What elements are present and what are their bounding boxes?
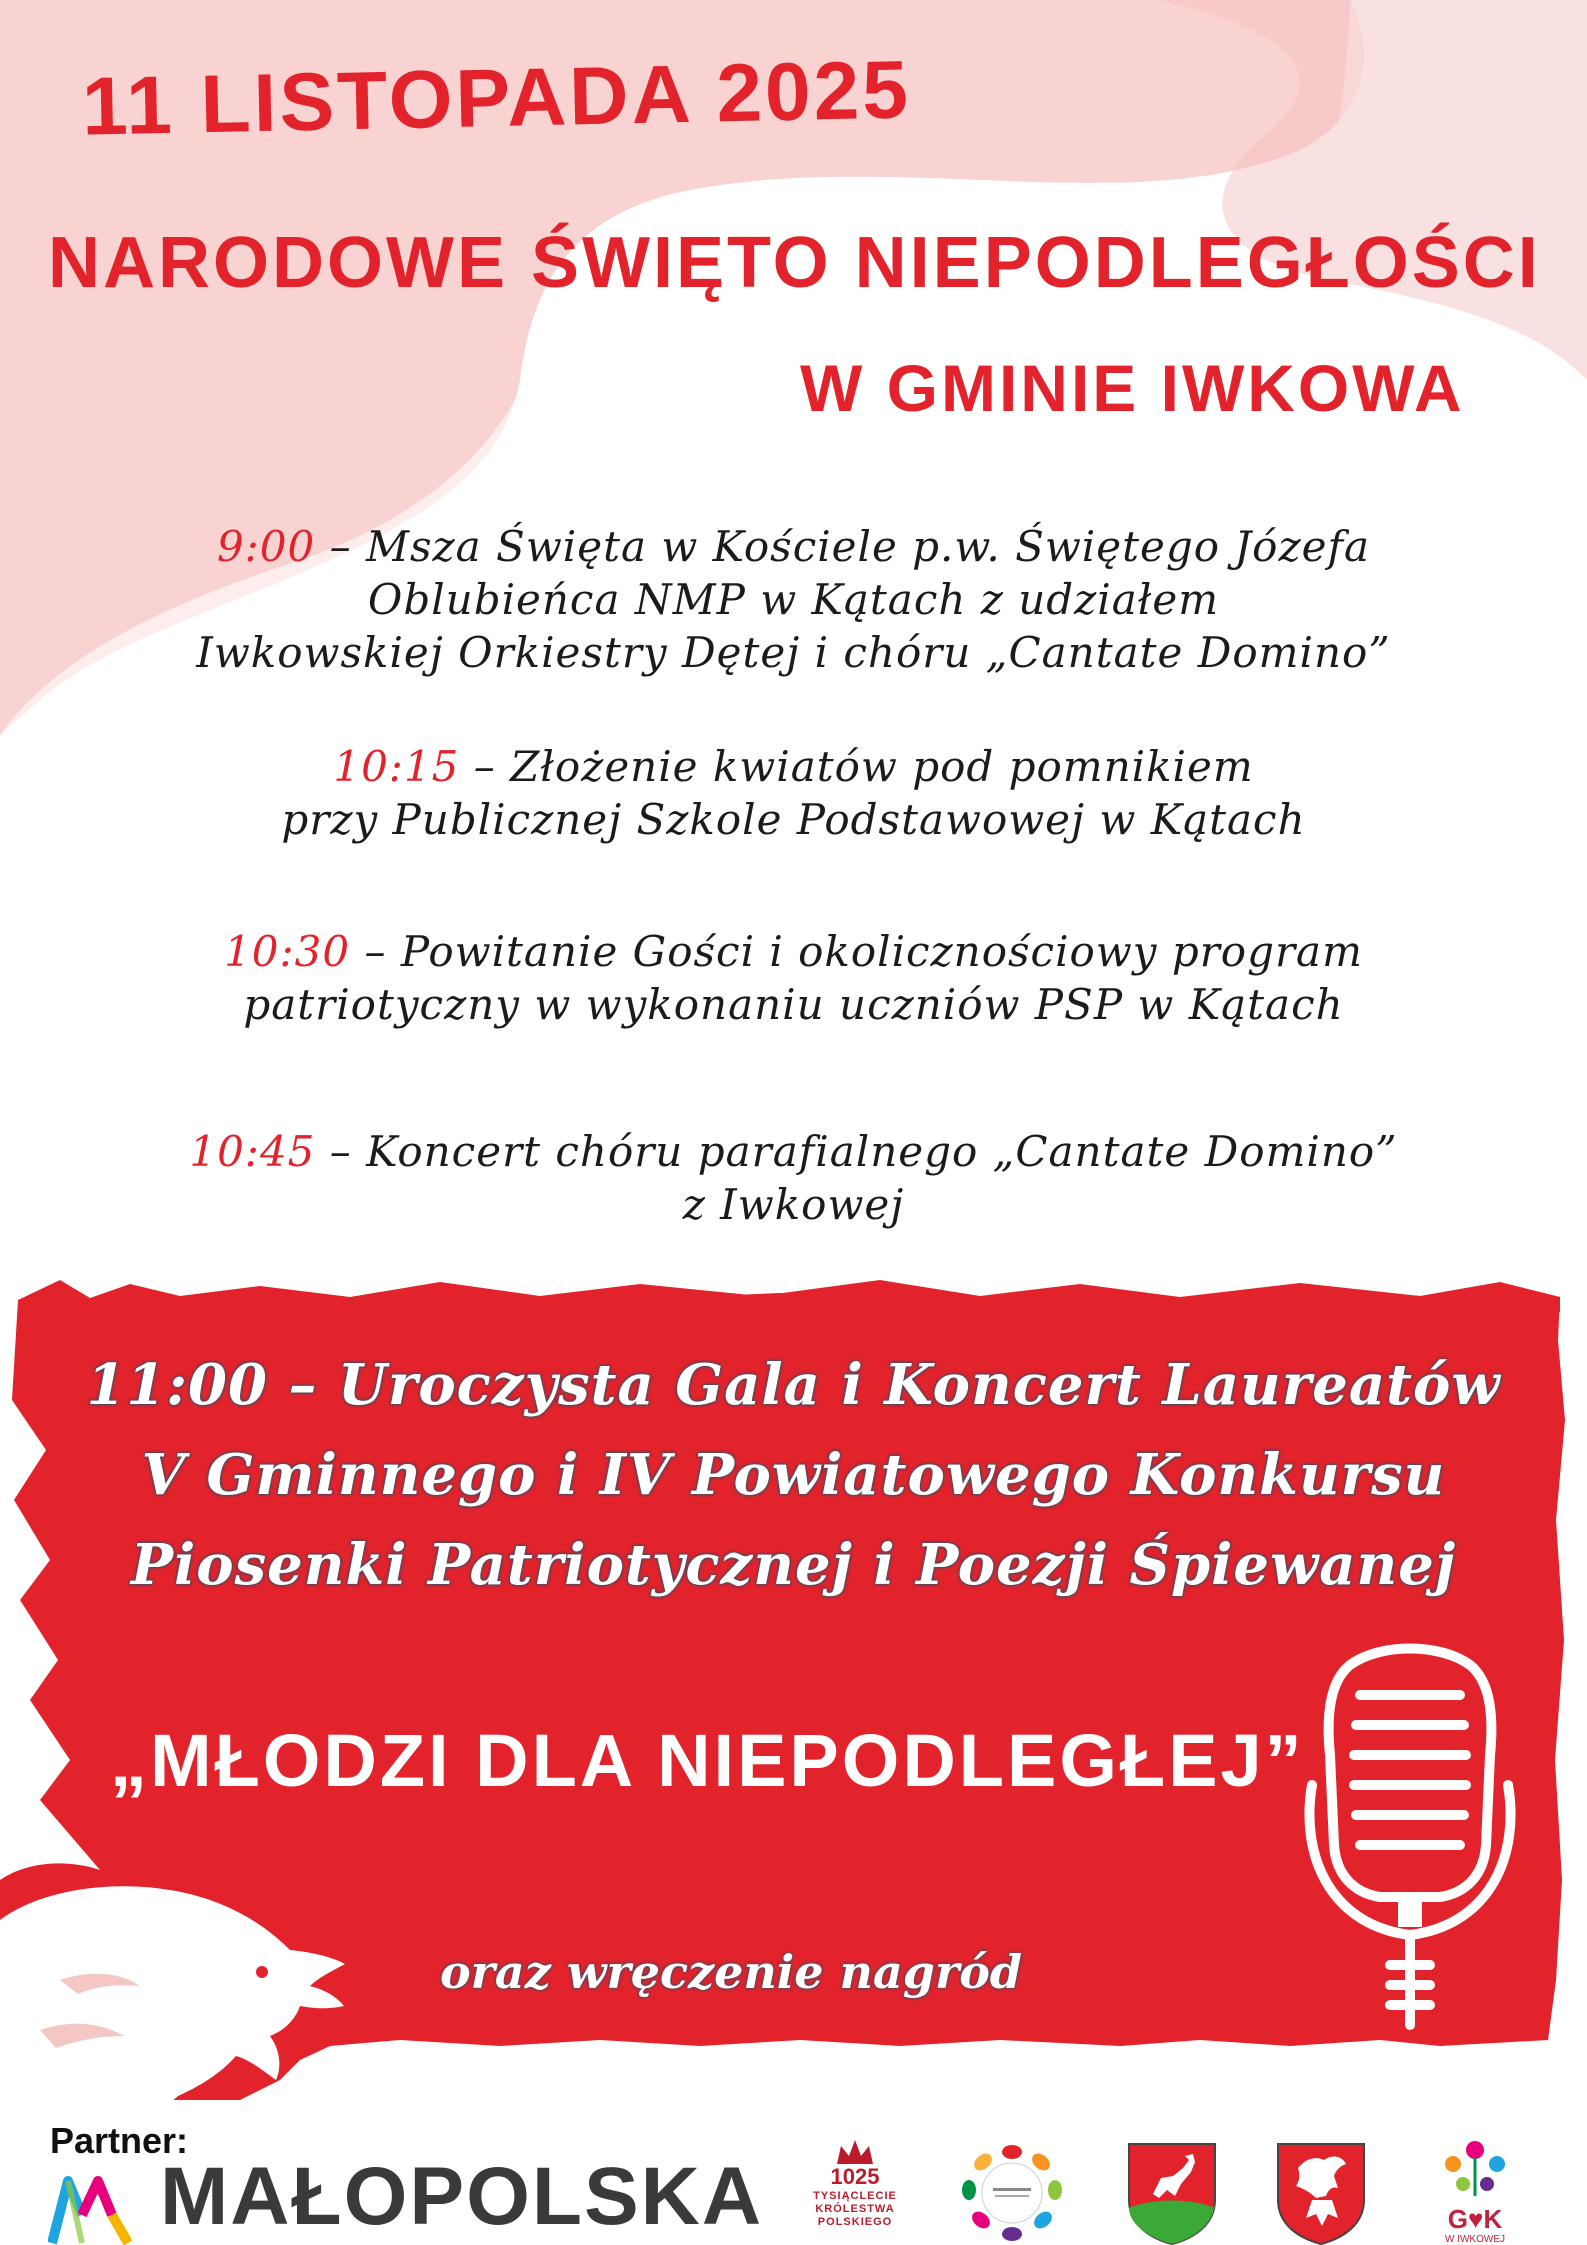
- schedule-text: – Złożenie kwiatów pod pomnikiem: [473, 742, 1254, 791]
- schedule-time: 9:00: [216, 522, 316, 571]
- crown-icon: [835, 2138, 875, 2166]
- schedule-time: 10:15: [333, 742, 460, 791]
- logo-1025-text: POLSKIEGO: [817, 2216, 893, 2228]
- schedule-time: 10:45: [189, 1127, 316, 1176]
- event-subtitle: W GMINIE IWKOWA: [800, 351, 1465, 425]
- crest-deer-icon: [1123, 2138, 1221, 2245]
- schedule-text: z Iwkowej: [682, 1180, 905, 1229]
- logo-1025-number: 1025: [830, 2164, 880, 2189]
- schedule-text: – Koncert chóru parafialnego „Cantate Domino”: [329, 1127, 1398, 1176]
- logo-gok-subtext: W IWKOWEJ: [1445, 2234, 1505, 2245]
- partner-label: Partner:: [50, 2120, 189, 2161]
- gala-line: Piosenki Patriotycznej i Poezji Śpiewanej: [130, 1532, 1457, 1598]
- logo-1025-text: TYSIĄCLECIE: [813, 2190, 897, 2202]
- schedule-text: Oblubieńca NMP w Kątach z udziałem: [367, 575, 1220, 624]
- slogan: „MŁODZI DLA NIEPODLEGŁEJ”: [110, 1719, 1305, 1802]
- schedule-text: – Msza Święta w Kościele p.w. Świętego Józefa: [329, 522, 1371, 571]
- gala-line: 11:00 – Uroczysta Gala i Koncert Laureatów: [86, 1352, 1501, 1418]
- schedule-text: – Powitanie Gości i okolicznościowy program: [364, 927, 1363, 976]
- folk-flower-icon: [1435, 2138, 1515, 2198]
- schedule-time: 10:30: [224, 927, 351, 976]
- logo-gok: [1425, 2138, 1525, 2245]
- logo-gok-text: G♥K: [1447, 2204, 1503, 2234]
- crest-eagle-icon: [1272, 2138, 1370, 2245]
- gala-line: V Gminnego i IV Powiatowego Konkursu: [141, 1442, 1446, 1508]
- schedule-text: patriotyczny w wykonaniu uczniów PSP w Kątach: [243, 980, 1344, 1029]
- event-date: 11 LISTOPADA 2025: [81, 44, 912, 153]
- malopolska-wordmark: MAŁOPOLSKA: [160, 2151, 764, 2242]
- microphone-icon: [1290, 1635, 1530, 2055]
- schedule-text: przy Publicznej Szkole Podstawowej w Kątach: [281, 795, 1306, 844]
- event-title: NARODOWE ŚWIĘTO NIEPODLEGŁOŚCI: [48, 223, 1541, 303]
- eagle-icon: [0, 1860, 360, 2120]
- awards-text: oraz wręczenie nagród: [440, 1945, 1023, 1999]
- logo-1025-text: KRÓLESTWA: [815, 2203, 895, 2215]
- association-hands-logo-icon: [955, 2138, 1070, 2245]
- logo-1025: [795, 2138, 915, 2245]
- malopolska-logo-icon: [48, 2175, 132, 2245]
- schedule-text: Iwkowskiej Orkiestry Dętej i chóru „Cantate Domino”: [196, 628, 1391, 677]
